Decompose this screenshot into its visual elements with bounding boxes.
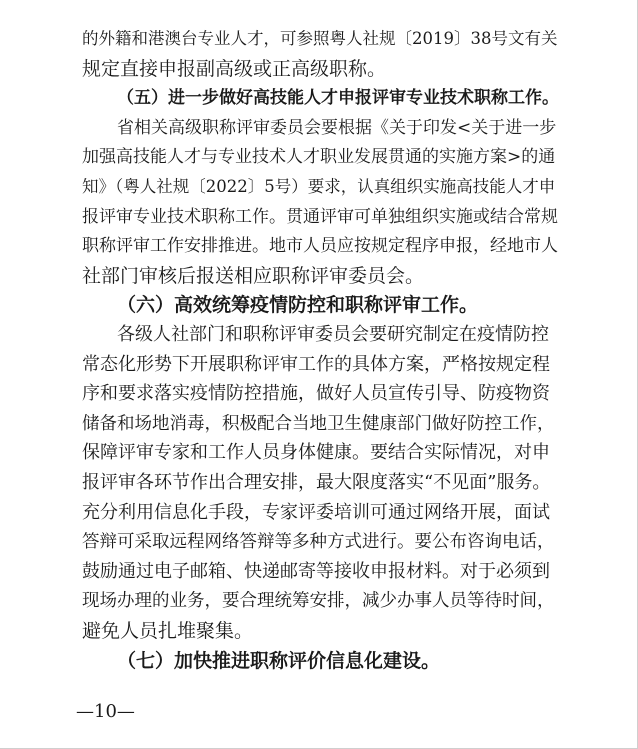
body-text-line: 鼓励通过电子邮箱、快递邮寄等接收申报材料。对于必须到 bbox=[82, 561, 550, 582]
body-text-line: 储备和场地消毒，积极配合当地卫生健康部门做好防控工作， bbox=[82, 414, 555, 434]
body-text-line: 规定直接申报副高级或正高级职称。 bbox=[82, 58, 387, 80]
body-text-line: 报评审专业技术职称工作。贯通评审可单独组织实施或结合常规 bbox=[82, 207, 558, 227]
body-text-line: 答辩可采取远程网络答辩等多种方式进行。要公布咨询电话， bbox=[82, 532, 555, 552]
body-text-line: 序和要求落实疫情防控措施，做好人员宣传引导、防疫物资 bbox=[82, 383, 550, 404]
body-text-line: 报评审各环节作出合理安排，最大限度落实“不见面”服务。 bbox=[82, 472, 551, 493]
body-text-line: 充分利用信息化手段，专家评委培训可通过网络开展，面试 bbox=[82, 502, 550, 523]
body-text-line: 常态化形势下开展职称评审工作的具体方案，严格按规定程 bbox=[82, 354, 550, 375]
body-text-line: 职称评审工作安排推进。地市人员应按规定程序申报，经地市人 bbox=[82, 236, 558, 256]
body-text-line: 避免人员扎堆聚集。 bbox=[82, 620, 254, 642]
body-text-line: 的外籍和港澳台专业人才，可参照粤人社规〔2019〕38号文有关 bbox=[82, 29, 558, 48]
body-text-line: 保障评审专家和工作人员身体健康。要结合实际情况，对申 bbox=[82, 442, 550, 463]
section-heading: （七）加快推进职称评价信息化建设。 bbox=[117, 650, 441, 672]
body-text-line: 各级人社部门和职称评审委员会要研究制定在疫情防控 bbox=[117, 324, 549, 345]
body-text-line: 社部门审核后报送相应职称评审委员会。 bbox=[82, 265, 425, 287]
section-heading: （六）高效统筹疫情防控和职称评审工作。 bbox=[117, 294, 479, 316]
body-text-line: 加强高技能人才与专业技术人才职业发展贯通的实施方案>的通 bbox=[82, 147, 556, 167]
body-text-line: 省相关高级职称评审委员会要根据《关于印发<关于进一步 bbox=[117, 118, 557, 138]
body-text-line: 知》（粤人社规〔2022〕5号）要求，认真组织实施高技能人才申 bbox=[82, 177, 556, 196]
section-heading: （五）进一步做好高技能人才申报评审专业技术职称工作。 bbox=[117, 88, 559, 108]
page-number: —10— bbox=[76, 701, 135, 722]
body-text-line: 现场办理的业务，要合理统筹安排，减少办事人员等待时间， bbox=[82, 591, 555, 611]
